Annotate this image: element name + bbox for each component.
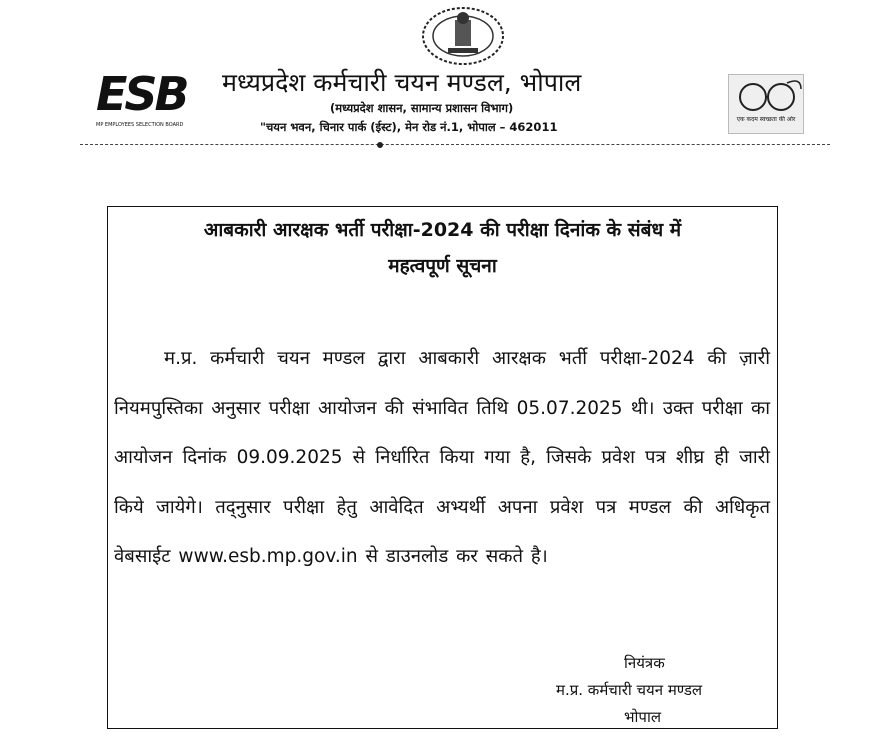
- notice-heading: [110, 212, 775, 284]
- org-department: (मध्यप्रदेश शासन, सामान्य प्रशासन विभाग): [330, 101, 514, 115]
- header-divider: [80, 144, 830, 145]
- swachh-tagline: एक कदम स्वच्छता की ओर: [736, 116, 796, 123]
- swachh-bharat-icon: [728, 74, 804, 134]
- org-title: मध्यप्रदेश कर्मचारी चयन मण्डल, भोपाल: [222, 68, 582, 97]
- org-address: "चयन भवन, चिनार पार्क (ईस्ट), मेन रोड नं.1, भोपाल – 462011: [260, 120, 558, 134]
- signature-city: भोपाल: [624, 708, 662, 726]
- swachh-bharat-logo: [728, 74, 804, 134]
- esb-logo: [96, 66, 200, 132]
- notice-heading-line2: महत्वपूर्ण सूचना: [388, 255, 497, 277]
- signature-board: म.प्र. कर्मचारी चयन मण्डल: [556, 681, 703, 699]
- esb-logo-subtext: MP EMPLOYEES SELECTION BOARD: [96, 122, 184, 128]
- state-emblem-icon: [418, 6, 508, 66]
- notice-heading-line1: आबकारी आरक्षक भर्ती परीक्षा-2024 की परीक्षा दिनांक के संबंध में: [203, 219, 682, 241]
- esb-logo-text: ESB: [96, 67, 187, 121]
- notice-body: म.प्र. कर्मचारी चयन मण्डल द्वारा आबकारी आरक्षक भर्ती परीक्षा-2024 की ज़ारी नियमपुस्तिका अनुसार परीक्षा आयोजन की संभावित तिथि 05.07.2025 थी। उक्त परीक्षा का आयोजन दिनांक 09.09.2025 से निर्धारित किया गया है, जिसके प्रवेश पत्र शीघ्र ही जारी किये जायेगे। तद्नुसार परीक्षा हेतु आवेदित अभ्यर्थी अपना प्रवेश पत्र मण्डल की अधिकृत वेबसाईट www.esb.mp.gov.in से डाउनलोड कर सकते है।: [114, 348, 770, 567]
- signature-designation: नियंत्रक: [624, 654, 665, 672]
- header-divider-mark: [377, 142, 383, 148]
- signature-block: [520, 650, 760, 731]
